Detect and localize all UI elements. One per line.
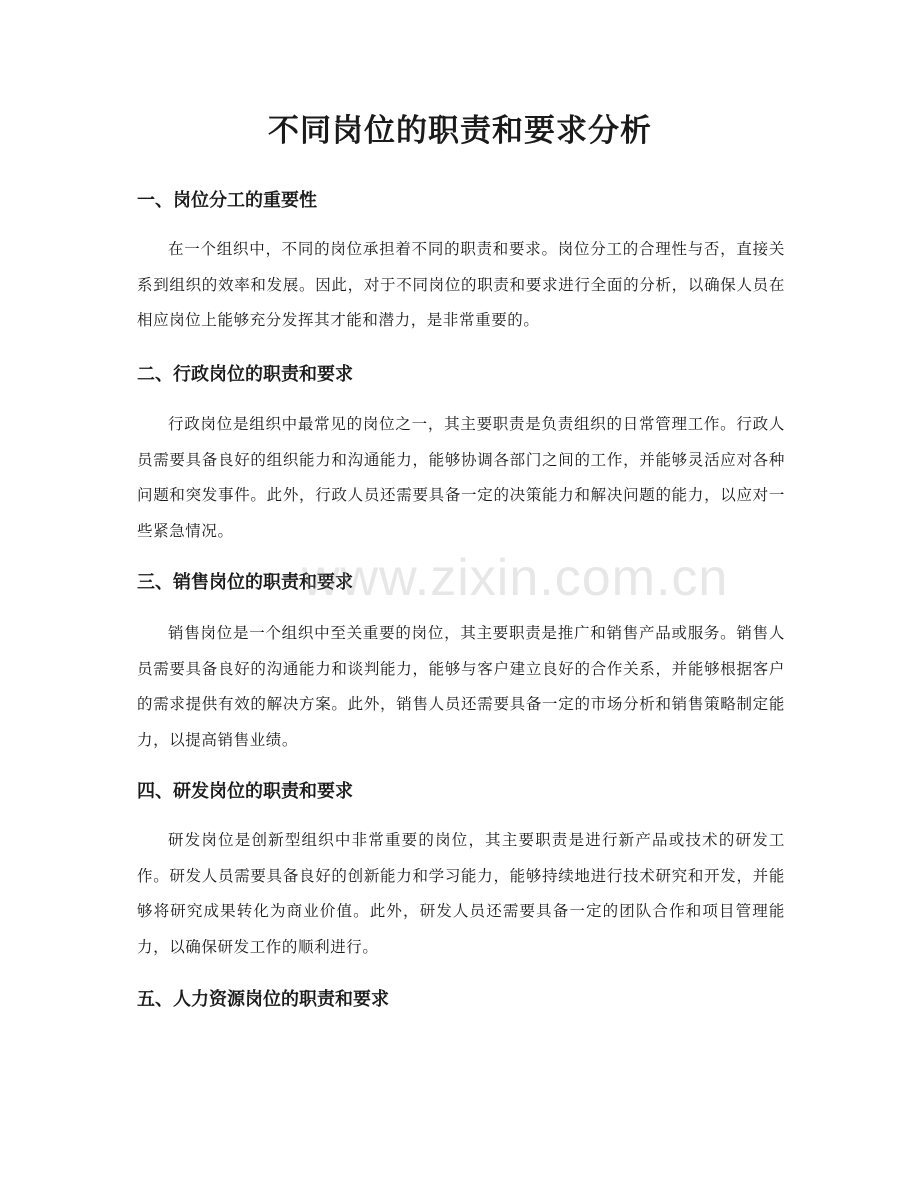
section-heading-rnd: 四、研发岗位的职责和要求 [137,781,353,802]
document-title: 不同岗位的职责和要求分析 [268,113,652,149]
watermark-text: www.zixin.com.cn [302,549,729,607]
section-body-rnd: 研发岗位是创新型组织中非常重要的岗位，其主要职责是进行新产品或技术的研发工作。研发人员需要具备良好的创新能力和学习能力，能够持续地进行技术研究和开发，并能够将研究成果转化为商业价值。此外，研发人员还需要具备一定的团队合作和项目管理能力，以确保研发工作的顺利进行。 [137,831,785,956]
section-body-importance: 在一个组织中，不同的岗位承担着不同的职责和要求。岗位分工的合理性与否，直接关系到组织的效率和发展。因此，对于不同岗位的职责和要求进行全面的分析，以确保人员在相应岗位上能够充分发挥其才能和潜力，是非常重要的。 [137,240,785,329]
section-body-administrative: 行政岗位是组织中最常见的岗位之一，其主要职责是负责组织的日常管理工作。行政人员需要具备良好的组织能力和沟通能力，能够协调各部门之间的工作，并能够灵活应对各种问题和突发事件。此外，行政人员还需要具备一定的决策能力和解决问题的能力，以应对一些紧急情况。 [137,415,785,540]
section-heading-importance: 一、岗位分工的重要性 [137,190,317,211]
section-heading-hr: 五、人力资源岗位的职责和要求 [137,989,389,1010]
section-heading-administrative: 二、行政岗位的职责和要求 [137,364,353,385]
section-body-sales: 销售岗位是一个组织中至关重要的岗位，其主要职责是推广和销售产品或服务。销售人员需要具备良好的沟通能力和谈判能力，能够与客户建立良好的合作关系，并能够根据客户的需求提供有效的解决方案。此外，销售人员还需要具备一定的市场分析和销售策略制定能力，以提高销售业绩。 [137,624,785,749]
section-heading-sales: 三、销售岗位的职责和要求 [137,572,353,593]
